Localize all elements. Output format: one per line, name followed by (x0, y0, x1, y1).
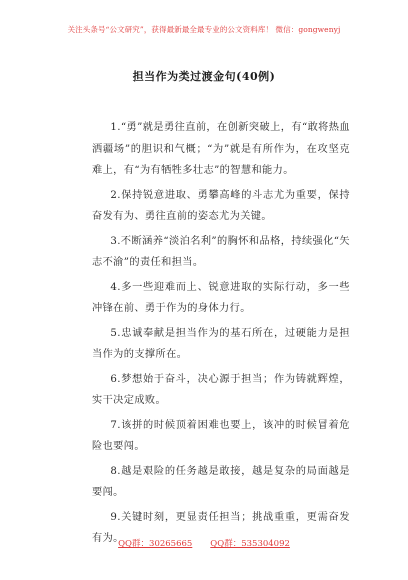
paragraph-2: 2.保持锐意进取、勇攀高峰的斗志尤为重要，保持奋发有为、勇往直前的姿态尤为关键。 (92, 189, 350, 222)
paragraph-5: 5.忠诚奉献是担当作为的基石所在，过硬能力是担当作为的支撑所在。 (92, 327, 350, 360)
paragraph-8: 8.越是艰险的任务越是敢接，越是复杂的局面越是要闯。 (92, 465, 350, 498)
document-body (92, 117, 350, 553)
paragraph-3: 3.不断涵养“淡泊名利”的胸怀和品格，持续强化“矢志不渝”的责任和担当。 (92, 235, 350, 268)
paragraph-6: 6.梦想始于奋斗，决心源于担当；作为铸就辉煌，实干决定成败。 (92, 373, 350, 406)
paragraph-1: 1.“勇”就是勇往直前，在创新突破上，有“敢将热血洒疆场”的胆识和气概；“为”就是有所作为，在攻坚克难上，有“为有牺牲多壮志”的智慧和能力。 (92, 122, 350, 176)
header-note: 关注头条号“公文研究”，获得最新最全最专业的公文资料库！ 微信：gongwenyj (67, 25, 341, 34)
paragraph-4: 4.多一些迎难而上、锐意进取的实际行动，多一些冲锋在前、勇于作为的身体力行。 (92, 281, 350, 314)
paragraph-9: 9.关键时刻，更显责任担当；挑战重重，更需奋发有为。 (92, 511, 350, 544)
footer (0, 537, 408, 549)
qq-group-2: QQ群：535304092 (210, 539, 290, 549)
paragraph-7: 7.该拼的时候顶着困难也要上，该冲的时候冒着危险也要闯。 (92, 419, 350, 452)
document-title: 担当作为类过渡金句(40例) (132, 70, 276, 83)
qq-group-1: QQ群：30265665 (118, 539, 193, 549)
